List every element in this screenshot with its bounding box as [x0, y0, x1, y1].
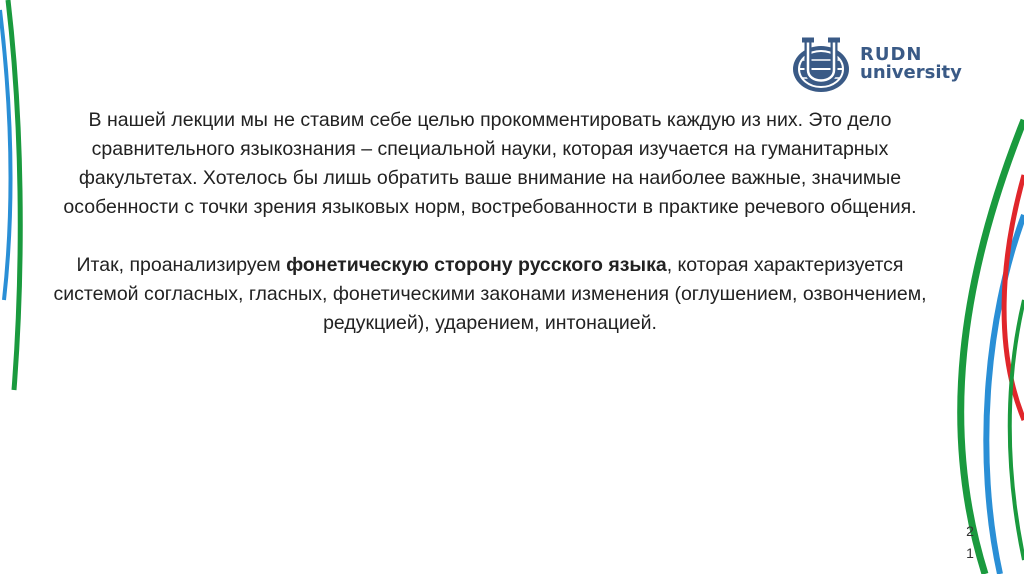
logo-line-2: university: [860, 62, 962, 83]
page-number-line-2: 1: [966, 545, 974, 561]
rudn-logo: [790, 36, 990, 96]
slide-body: [40, 106, 940, 338]
paragraph-2-bold-term: фонетическую сторону русского языка: [286, 254, 667, 276]
paragraph-2-rest: , которая характеризуется системой согласных, гласных, фонетическими законами изменения (оглушением, озвончением, редукцией), ударением, интонацией.: [53, 254, 927, 334]
right-green-thin-stripe: [1010, 300, 1024, 560]
logo-wordmark: [860, 46, 962, 82]
logo-line-1: RUDN: [860, 44, 923, 65]
paragraph-2-intro: Итак, проанализируем: [76, 254, 287, 276]
left-blue-stripe: [0, 10, 10, 300]
rudn-emblem-icon: [790, 36, 856, 96]
paragraph-1: В нашей лекции мы не ставим себе целью прокомментировать каждую из них. Это дело сравнительного языкознания – специальной науки, которая изучается на гуманитарных факультетах. Хотелось бы лишь обратить ваше внимание на наиболее важные, значимые особенности с точки зрения языковых норм, востребованности в практике речевого общения.: [63, 109, 917, 218]
page-number-line-1: 2: [966, 523, 974, 539]
right-red-stripe: [1004, 175, 1024, 420]
page-number: [963, 520, 977, 564]
paragraph-2: [40, 251, 940, 338]
